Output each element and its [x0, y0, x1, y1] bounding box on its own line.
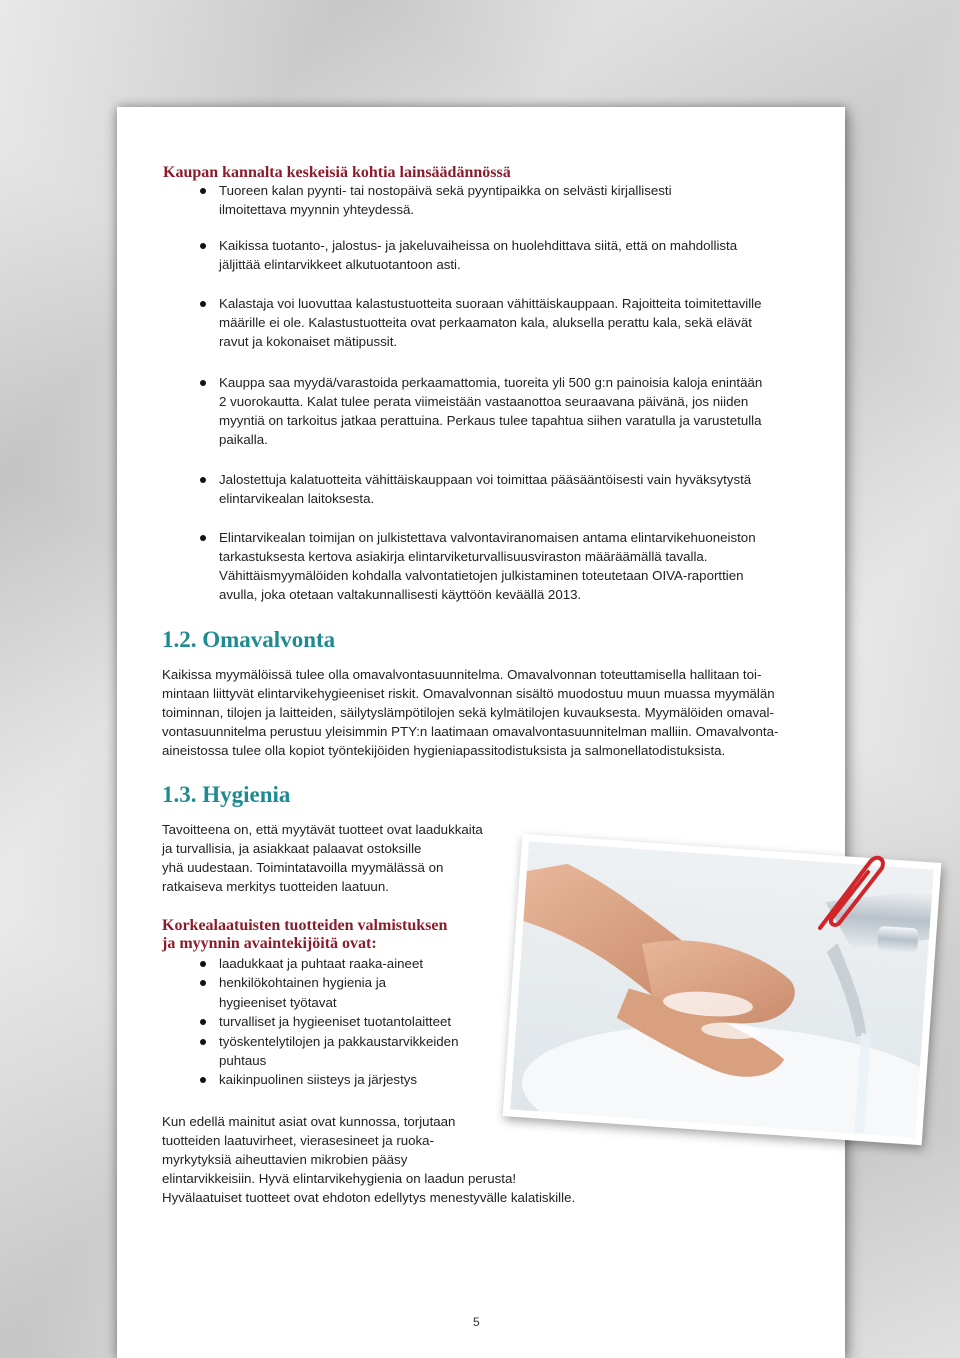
- legal-bullet-1-line-2: ilmoitettava myynnin yhteydessä.: [219, 202, 415, 217]
- bullet-dot: [200, 961, 206, 967]
- hygienia-closing-line-1: Kun edellä mainitut asiat ovat kunnossa, torjutaan: [162, 1114, 456, 1129]
- paperclip-icon: [800, 848, 890, 938]
- list-item: laadukkaat ja puhtaat raaka-aineet: [207, 954, 507, 973]
- legal-bullet-6-line-2: tarkastuksesta kertova asiakirja elintarviketurvallisuusviraston määräämällä tavalla.: [219, 549, 708, 564]
- hygienia-closing-line-4: elintarvikkeisiin. Hyvä elintarvikehygienia on laadun perusta!: [162, 1171, 517, 1186]
- list-item: henkilökohtainen hygienia ja: [207, 973, 507, 992]
- omavalvonta-line-5: aineistossa tulee olla kopiot työntekijöiden hygieniapassitodistuksista ja salmonellatodistuksista.: [162, 743, 726, 758]
- legal-bullet-3-line-1: Kalastaja voi luovuttaa kalastustuotteita suoraan vähittäiskauppaan. Rajoitteita toimitettaville: [219, 296, 762, 311]
- bullet-dot: [200, 380, 206, 386]
- legal-bullet-6-line-3: Vähittäismyymälöiden kohdalla valvontatietojen julkistaminen toteutetaan OIVA-raporttien: [219, 568, 744, 583]
- hygienia-closing-line-2: tuotteiden laatuvirheet, vierasesineet ja ruoka-: [162, 1133, 435, 1148]
- legal-bullet-6-line-4: avulla, joka otetaan valtakunnallisesti käyttöön keväällä 2013.: [219, 587, 582, 602]
- list-item-continuation: puhtaus: [219, 1053, 267, 1069]
- list-item: työskentelytilojen ja pakkaustarvikkeiden: [207, 1032, 507, 1051]
- omavalvonta-line-2: mintaan liittyvät elintarvikehygieeniset riskit. Omavalvonnan sisältö muodostuu muun muassa myymälän: [162, 686, 775, 701]
- hygienia-closing-line-3: myrkytyksiä aiheuttavien mikrobien pääsy: [162, 1152, 408, 1167]
- bullet-dot: [200, 535, 206, 541]
- hygienia-intro-line-4: ratkaiseva merkitys tuotteiden laatuun.: [162, 879, 389, 894]
- legal-bullet-4-line-3: myyntiä on tarkoitus jatkaa perattuina. Perkaus tulee tapahtua siihen varatulla ja varustetulla: [219, 413, 762, 428]
- legal-bullet-3-line-3: ravut ja kokonaiset mätipussit.: [219, 334, 398, 349]
- omavalvonta-heading: 1.2. Omavalvonta: [162, 627, 336, 652]
- bullet-dot: [200, 301, 206, 307]
- hygienia-closing-line-5: Hyvälaatuiset tuotteet ovat ehdoton edellytys menestyvälle kalatiskille.: [162, 1190, 576, 1205]
- bullet-dot: [200, 243, 206, 249]
- page-number: 5: [473, 1315, 480, 1329]
- legal-bullet-3-line-2: määrille ei ole. Kalastustuotteita ovat perkaamaton kala, aluksella perattu kala, sekä elävät: [219, 315, 752, 330]
- legal-bullet-4-line-2: 2 vuorokautta. Kalat tulee perata viimeistään vastaanottoa seuraavana päivänä, jos niiden: [219, 394, 749, 409]
- legal-bullet-5-line-2: elintarvikealan laitoksesta.: [219, 491, 375, 506]
- list-item: kaikinpuolinen siisteys ja järjestys: [207, 1070, 507, 1089]
- hygienia-heading: 1.3. Hygienia: [162, 782, 291, 807]
- bullet-dot: [200, 188, 206, 194]
- hygienia-intro-line-3: yhä uudestaan. Toimintatavoilla myymälässä on: [162, 860, 444, 875]
- legal-bullet-2-line-2: jäljittää elintarvikkeet alkutuotantoon asti.: [219, 257, 461, 272]
- legal-bullet-2-line-1: Kaikissa tuotanto-, jalostus- ja jakeluvaiheissa on huolehdittava siitä, että on mahdollista: [219, 238, 738, 253]
- omavalvonta-line-1: Kaikissa myymälöissä tulee olla omavalvontasuunnitelma. Omavalvonnan toteuttamisella hallitaan toi-: [162, 667, 762, 682]
- legal-bullet-5-line-1: Jalostettuja kalatuotteita vähittäiskauppaan voi toimittaa pääsääntöisesti vain hyväksytystä: [219, 472, 752, 487]
- omavalvonta-line-4: vontasuunnitelma perustuu yleisimmin PTY:n laatimaan omavalvontasuunnitelman malliin. Omavalvonta-: [162, 724, 779, 739]
- legal-bullet-1-line-1: Tuoreen kalan pyynti- tai nostopäivä sekä pyyntipaikka on selvästi kirjallisesti: [219, 183, 672, 198]
- list-item-continuation: hygieeniset työtavat: [219, 994, 337, 1010]
- bullet-dot: [200, 1039, 206, 1045]
- bullet-dot: [200, 477, 206, 483]
- hygienia-intro-line-2: ja turvallisia, ja asiakkaat palaavat ostoksille: [162, 841, 422, 856]
- omavalvonta-line-3: toiminnan, tilojen ja laitteiden, säilytyslämpötilojen sekä kylmätilojen kuvauksesta. Myymälöiden omaval-: [162, 705, 774, 720]
- hygienia-intro-line-1: Tavoitteena on, että myytävät tuotteet ovat laadukkaita: [162, 822, 483, 837]
- legal-heading: Kaupan kannalta keskeisiä kohtia lainsäädännössä: [163, 164, 511, 181]
- list-item: turvalliset ja hygieeniset tuotantolaitteet: [207, 1012, 507, 1031]
- legal-bullet-4-line-4: paikalla.: [219, 432, 268, 447]
- key-factors-list: [207, 954, 507, 1090]
- key-factors-heading-line-2: ja myynnin avaintekijöitä ovat:: [162, 935, 377, 952]
- key-factors-heading-line-1: Korkealaatuisten tuotteiden valmistuksen: [162, 917, 448, 934]
- legal-bullet-4-line-1: Kauppa saa myydä/varastoida perkaamattomia, tuoreita yli 500 g:n painoisia kaloja enintään: [219, 375, 763, 390]
- legal-bullet-6-line-1: Elintarvikealan toimijan on julkistettava valvontaviranomaisen antama elintarvikehuoneiston: [219, 530, 756, 545]
